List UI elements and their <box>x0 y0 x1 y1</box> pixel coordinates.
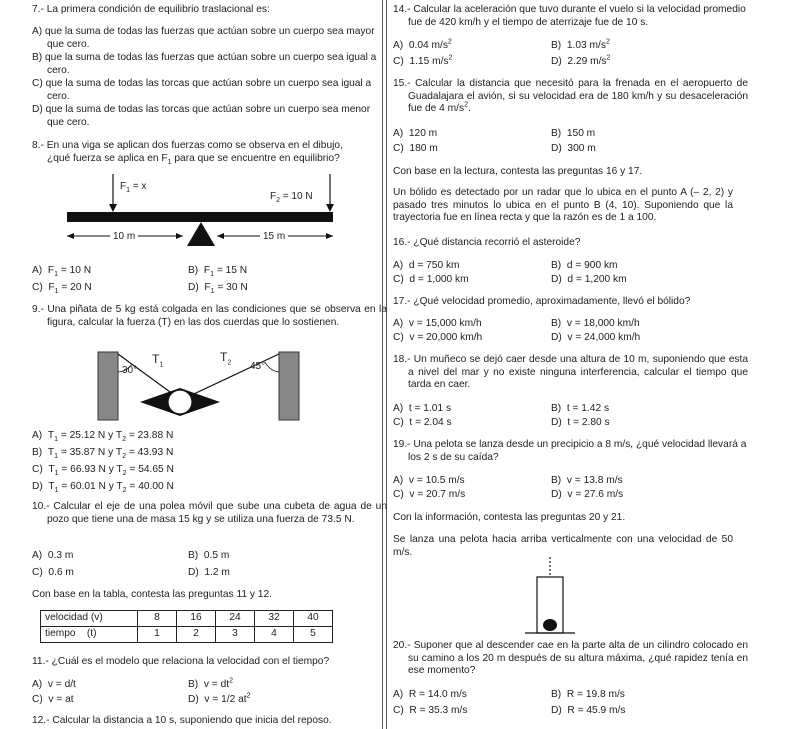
question-19-option-c[interactable]: C) v = 20.7 m/s <box>393 489 466 500</box>
question-14-option-a[interactable]: A) 0.04 $m/s^2$ <box>393 38 452 51</box>
question-11-stem: 11.- ¿Cuál es el modelo que relaciona la velocidad con el tiempo? <box>32 656 330 667</box>
reading-intro-16: Con base en la lectura, contesta las preguntas 16 y 17. <box>393 166 643 177</box>
table-row <box>41 627 333 643</box>
right-post <box>279 352 299 420</box>
question-19-stem: 19.- Una pelota se lanza desde un precipicio a 8 m/s, ¿qué velocidad llevará a los 2 s de su caída? <box>393 439 747 463</box>
angle-arc-45 <box>265 362 279 372</box>
question-11-option-a[interactable]: A) v = d/t <box>32 679 76 690</box>
question-10-option-a[interactable]: A) 0.3 m <box>32 550 74 561</box>
question-17-stem: 17.- ¿Qué velocidad promedio, aproximadamente, llevó el bólido? <box>393 296 691 307</box>
question-20-option-b[interactable]: B) R = 19.8 m/s <box>551 689 625 700</box>
question-10-option-c[interactable]: C) 0.6 m <box>32 567 74 578</box>
question-8-stem-line2: ¿qué fuerza se aplica en $F_1$ para que se encuentre en equilibrio? <box>47 152 340 166</box>
table-intro: Con base en la tabla, contesta las preguntas 11 y 12. <box>32 589 272 600</box>
question-7-option-b[interactable]: B) que la suma de todas las fuerzas que actúan sobre un cuerpo sea igual a cero. <box>32 52 377 76</box>
table-cell: tiempo (t) <box>41 627 138 643</box>
t1-label: $T_1$ <box>152 352 164 369</box>
table-cell: 2 <box>177 627 216 643</box>
t2-label: $T_2$ <box>220 350 232 367</box>
pinata-center <box>168 390 192 414</box>
question-15-option-c[interactable]: C) 180 m <box>393 143 438 154</box>
reading-text: Un bólido es detectado por un radar que lo ubica en el punto A (– 2, 2) y pasado tres minutos lo ubica en el punto B (4, 10). Suponiendo que la trayectoria fue en línea recta y que la razón es de 1 a 100. <box>393 187 733 224</box>
table-row <box>41 611 333 627</box>
pinata-diagram <box>95 350 305 425</box>
question-8-stem-line1: 8.- En una viga se aplican dos fuerzas como se observa en el dibujo, <box>32 140 343 151</box>
question-9-stem: 9.- Una piñata de 5 kg está colgada en las condiciones que se observa en la figura, calcular la fuerza (T) en las dos cuerdas que lo sostienen. <box>32 304 387 328</box>
question-17-option-c[interactable]: C) v = 20,000 km/h <box>393 332 483 343</box>
question-18-stem: 18.- Un muñeco se dejó caer desde una altura de 10 m, suponiendo que esta a nivel del mar y no existe ninguna interferencia, calcular el tiempo que tarda en caer. <box>393 354 748 391</box>
table-cell: 4 <box>255 627 294 643</box>
question-11-option-b[interactable]: B) $v = dt^2$ <box>188 677 233 690</box>
cylinder-figure <box>520 555 580 635</box>
question-8-option-d[interactable]: D) $F_1 = 30$ N <box>188 282 248 296</box>
question-15-stem: 15.- Calcular la distancia que necesitó para la frenada en el aeropuerto de Guadalajara el avión, si su velocidad era de 180 km/h y su desaceleración fue de 4 $m/s^2$. <box>393 78 748 115</box>
beam-figure <box>65 170 340 250</box>
table-cell: 5 <box>294 627 333 643</box>
left-post <box>98 352 118 420</box>
question-16-option-d[interactable]: D) d = 1,200 km <box>551 274 627 285</box>
question-9-option-d[interactable]: D) $T_1 = 60.01$ N y $T_2 = 40.00$ N <box>32 481 174 495</box>
fulcrum-triangle <box>187 222 215 246</box>
question-20-option-a[interactable]: A) R = 14.0 m/s <box>393 689 467 700</box>
table-cell: 24 <box>216 611 255 627</box>
question-20-option-c[interactable]: C) R = 35.3 m/s <box>393 705 468 716</box>
distance-10m-label: 10 m <box>110 231 138 244</box>
question-19-option-d[interactable]: D) v = 27.6 m/s <box>551 489 624 500</box>
f2-label: $F_2 = 10$ N <box>270 191 313 204</box>
info-intro-20: Con la información, contesta las preguntas 20 y 21. <box>393 512 626 523</box>
question-14-option-d[interactable]: D) 2.29 $m/s^2$ <box>551 54 611 67</box>
question-15-option-a[interactable]: A) 120 m <box>393 128 438 139</box>
question-11-option-c[interactable]: C) v = at <box>32 694 74 705</box>
question-17-option-b[interactable]: B) v = 18,000 km/h <box>551 318 640 329</box>
question-7-option-a[interactable]: A) que la suma de todas las fuerzas que actúan sobre un cuerpo sea mayor que cero. <box>32 26 375 50</box>
question-8-option-a[interactable]: A) $F_1 = 10$ N <box>32 265 92 279</box>
question-11-option-d[interactable]: D) v = 1/2 $at^2$ <box>188 692 251 705</box>
question-20-stem: 20.- Suponer que al descender cae en la parte alta de un cilindro colocado en su camino a los 20 m después de su altura máxima, ¿qué rapidez tenía en ese momento? <box>393 640 748 677</box>
question-17-option-a[interactable]: A) v = 15,000 km/h <box>393 318 482 329</box>
velocity-time-table <box>40 610 333 643</box>
question-15-option-d[interactable]: D) 300 m <box>551 143 596 154</box>
pinata-figure <box>95 350 305 425</box>
question-18-option-a[interactable]: A) t = 1.01 s <box>393 403 452 414</box>
question-17-option-d[interactable]: D) v = 24,000 km/h <box>551 332 641 343</box>
question-15-option-b[interactable]: B) 150 m <box>551 128 596 139</box>
question-10-stem: 10.- Calcular el eje de una polea móvil que sube una cubeta de agua de un pozo que tiene una de masa 15 kg y se utiliza una fuerza de 73.5 N. <box>32 501 387 525</box>
table-cell: 1 <box>138 627 177 643</box>
question-7-stem: 7.- La primera condición de equilibrio traslacional es: <box>32 4 270 15</box>
question-16-option-a[interactable]: A) d = 750 km <box>393 260 460 271</box>
angle-30-label: 30° <box>122 365 138 376</box>
question-19-option-a[interactable]: A) v = 10.5 m/s <box>393 475 465 486</box>
question-20-option-d[interactable]: D) R = 45.9 m/s <box>551 705 626 716</box>
question-16-option-b[interactable]: B) d = 900 km <box>551 260 618 271</box>
info-text-20: Se lanza una pelota hacia arriba verticalmente con una velocidad de 50 m/s. <box>393 534 733 558</box>
table-cell: 40 <box>294 611 333 627</box>
question-8-stem <box>32 140 372 165</box>
question-18-option-c[interactable]: C) t = 2.04 s <box>393 417 452 428</box>
question-14-option-b[interactable]: B) 1.03 $m/s^2$ <box>551 38 610 51</box>
question-8-option-b[interactable]: B) $F_1 = 15$ N <box>188 265 248 279</box>
question-8-option-c[interactable]: C) $F_1 = 20$ N <box>32 282 92 296</box>
beam-diagram <box>65 170 340 250</box>
table-cell: 16 <box>177 611 216 627</box>
table-cell: 32 <box>255 611 294 627</box>
question-16-stem: 16.- ¿Qué distancia recorrió el asteroide? <box>393 237 581 248</box>
question-10-option-d[interactable]: D) 1.2 m <box>188 567 230 578</box>
question-16-option-c[interactable]: C) d = 1,000 km <box>393 274 469 285</box>
question-18-option-b[interactable]: B) t = 1.42 s <box>551 403 610 414</box>
question-9-option-a[interactable]: A) $T_1 = 25.12$ N y $T_2 = 23.88$ N <box>32 430 174 444</box>
angle-45-label: 45° <box>250 361 266 372</box>
f1-label: $F_1 = x$ <box>120 181 147 194</box>
question-7-option-d[interactable]: D) que la suma de todas las torcas que actúan sobre un cuerpo sea menor que cero. <box>32 104 371 128</box>
question-9-option-c[interactable]: C) $T_1 = 66.93$ N y $T_2 = 54.65$ N <box>32 464 174 478</box>
question-14-option-c[interactable]: C) 1.15 $m/s^2$ <box>393 54 453 67</box>
question-9-option-b[interactable]: B) $T_1 = 35.87$ N y $T_2 = 43.93$ N <box>32 447 174 461</box>
table-cell: 3 <box>216 627 255 643</box>
question-18-option-d[interactable]: D) t = 2.80 s <box>551 417 610 428</box>
question-12-stem: 12.- Calcular la distancia a 10 s, suponiendo que inicia del reposo. <box>32 715 332 726</box>
question-10-option-b[interactable]: B) 0.5 m <box>188 550 230 561</box>
ball <box>543 619 557 631</box>
table-cell: velocidad (v) <box>41 611 138 627</box>
question-14-stem: 14.- Calcular la aceleración que tuvo durante el vuelo si la velocidad promedio fue de 420 km/h y el tiempo de aterrizaje fue de 10 s. <box>393 4 746 28</box>
question-7-option-c[interactable]: C) que la suma de todas las torcas que actúan sobre un cuerpo sea igual a cero. <box>32 78 372 102</box>
distance-15m-label: 15 m <box>260 231 288 244</box>
table-cell: 8 <box>138 611 177 627</box>
question-19-option-b[interactable]: B) v = 13.8 m/s <box>551 475 623 486</box>
beam-bar <box>67 212 333 222</box>
